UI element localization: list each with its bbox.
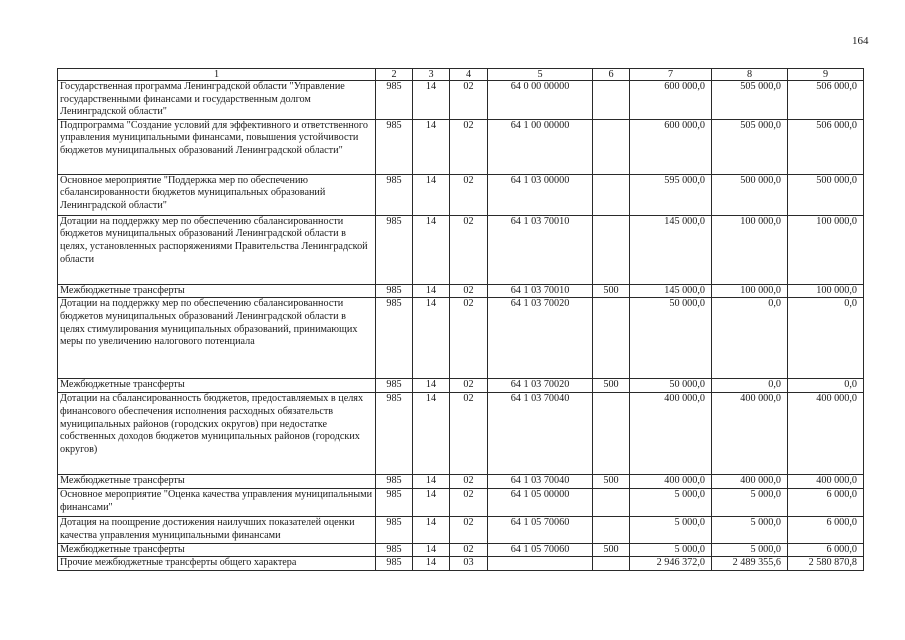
row-amount-col7: 50 000,0 [630, 298, 712, 379]
row-expense-type [593, 81, 630, 120]
row-amount-col8: 100 000,0 [712, 215, 788, 284]
row-amount-col8: 5 000,0 [712, 543, 788, 557]
row-amount-col9: 0,0 [788, 298, 864, 379]
row-code: 985 [376, 215, 413, 284]
row-target-article: 64 0 00 00000 [488, 81, 593, 120]
row-amount-col9: 6 000,0 [788, 517, 864, 543]
row-target-article: 64 1 03 70010 [488, 284, 593, 298]
row-amount-col7: 595 000,0 [630, 174, 712, 215]
table-row [58, 284, 864, 298]
row-target-article: 64 1 03 70020 [488, 379, 593, 393]
row-expense-type [593, 489, 630, 517]
row-amount-col9: 0,0 [788, 379, 864, 393]
row-target-article: 64 1 03 70040 [488, 393, 593, 475]
row-section: 14 [413, 517, 450, 543]
table-row [58, 543, 864, 557]
row-expense-type [593, 215, 630, 284]
row-code: 985 [376, 119, 413, 174]
row-amount-col7: 400 000,0 [630, 475, 712, 489]
column-number: 8 [712, 69, 788, 81]
row-amount-col9: 400 000,0 [788, 393, 864, 475]
column-number: 3 [413, 69, 450, 81]
row-amount-col8: 500 000,0 [712, 174, 788, 215]
row-amount-col8: 2 489 355,6 [712, 557, 788, 571]
table-row [58, 379, 864, 393]
column-number: 1 [58, 69, 376, 81]
row-subsection: 02 [450, 379, 488, 393]
table-row [58, 81, 864, 120]
row-subsection: 02 [450, 298, 488, 379]
row-name: Дотации на поддержку мер по обеспечению сбалансированности бюджетов муниципальных образований Ленинградской области в целях, установленных распоряжениями Правительства Ленинградской области [58, 215, 376, 284]
row-name: Дотации на сбалансированность бюджетов, предоставляемых в целях финансового обеспечения исполнения расходных обязательств муниципальных районов (городских округов) при недостатке собственных доходов бюджетов муниципальных районов (городских округов) [58, 393, 376, 475]
row-name: Межбюджетные трансферты [58, 543, 376, 557]
row-name: Прочие межбюджетные трансферты общего характера [58, 557, 376, 571]
row-name: Государственная программа Ленинградской области "Управление государственными финансами и государственным долгом Ленинградской области" [58, 81, 376, 120]
row-section: 14 [413, 174, 450, 215]
row-code: 985 [376, 393, 413, 475]
row-section: 14 [413, 215, 450, 284]
row-target-article: 64 1 03 70040 [488, 475, 593, 489]
row-code: 985 [376, 298, 413, 379]
table-row [58, 393, 864, 475]
column-number-row [58, 69, 864, 81]
row-section: 14 [413, 284, 450, 298]
row-amount-col9: 2 580 870,8 [788, 557, 864, 571]
row-subsection: 02 [450, 393, 488, 475]
row-subsection: 02 [450, 475, 488, 489]
row-section: 14 [413, 475, 450, 489]
table-row [58, 475, 864, 489]
column-number: 5 [488, 69, 593, 81]
row-expense-type: 500 [593, 379, 630, 393]
column-number: 9 [788, 69, 864, 81]
row-subsection: 02 [450, 489, 488, 517]
table-row [58, 517, 864, 543]
row-amount-col8: 505 000,0 [712, 81, 788, 120]
row-code: 985 [376, 489, 413, 517]
row-target-article: 64 1 05 70060 [488, 543, 593, 557]
row-target-article: 64 1 05 70060 [488, 517, 593, 543]
row-section: 14 [413, 393, 450, 475]
row-section: 14 [413, 119, 450, 174]
row-section: 14 [413, 81, 450, 120]
row-amount-col7: 145 000,0 [630, 215, 712, 284]
table-row [58, 174, 864, 215]
row-amount-col7: 5 000,0 [630, 543, 712, 557]
row-name: Основное мероприятие "Оценка качества управления муниципальными финансами" [58, 489, 376, 517]
row-subsection: 02 [450, 543, 488, 557]
row-amount-col9: 506 000,0 [788, 119, 864, 174]
row-amount-col8: 400 000,0 [712, 475, 788, 489]
row-expense-type: 500 [593, 475, 630, 489]
row-expense-type [593, 517, 630, 543]
row-amount-col7: 600 000,0 [630, 119, 712, 174]
row-target-article: 64 1 03 70010 [488, 215, 593, 284]
row-subsection: 03 [450, 557, 488, 571]
table-row [58, 298, 864, 379]
row-target-article: 64 1 00 00000 [488, 119, 593, 174]
row-expense-type: 500 [593, 284, 630, 298]
row-name: Дотация на поощрение достижения наилучших показателей оценки качества управления муниципальными финансами [58, 517, 376, 543]
column-number: 6 [593, 69, 630, 81]
row-target-article: 64 1 05 00000 [488, 489, 593, 517]
row-amount-col7: 5 000,0 [630, 489, 712, 517]
table-row [58, 119, 864, 174]
row-subsection: 02 [450, 215, 488, 284]
row-amount-col9: 6 000,0 [788, 489, 864, 517]
page-number: 164 [852, 35, 869, 47]
row-expense-type [593, 174, 630, 215]
table-row [58, 489, 864, 517]
row-section: 14 [413, 489, 450, 517]
row-amount-col9: 506 000,0 [788, 81, 864, 120]
row-amount-col8: 5 000,0 [712, 517, 788, 543]
row-section: 14 [413, 379, 450, 393]
row-amount-col7: 400 000,0 [630, 393, 712, 475]
row-target-article [488, 557, 593, 571]
row-subsection: 02 [450, 517, 488, 543]
row-expense-type [593, 298, 630, 379]
row-amount-col8: 505 000,0 [712, 119, 788, 174]
row-amount-col8: 100 000,0 [712, 284, 788, 298]
column-number: 7 [630, 69, 712, 81]
row-section: 14 [413, 298, 450, 379]
row-expense-type [593, 557, 630, 571]
row-amount-col9: 100 000,0 [788, 284, 864, 298]
row-code: 985 [376, 81, 413, 120]
row-section: 14 [413, 557, 450, 571]
row-amount-col8: 0,0 [712, 298, 788, 379]
row-expense-type: 500 [593, 543, 630, 557]
budget-table [57, 68, 864, 571]
row-name: Межбюджетные трансферты [58, 284, 376, 298]
row-subsection: 02 [450, 174, 488, 215]
row-amount-col8: 0,0 [712, 379, 788, 393]
row-amount-col7: 50 000,0 [630, 379, 712, 393]
row-target-article: 64 1 03 00000 [488, 174, 593, 215]
row-code: 985 [376, 379, 413, 393]
row-name: Дотации на поддержку мер по обеспечению сбалансированности бюджетов муниципальных образований Ленинградской области в целях стимулирования муниципальных образований, принимающих меры по увеличению налогового потенциала [58, 298, 376, 379]
row-expense-type [593, 119, 630, 174]
row-code: 985 [376, 174, 413, 215]
row-amount-col7: 5 000,0 [630, 517, 712, 543]
row-amount-col9: 500 000,0 [788, 174, 864, 215]
row-code: 985 [376, 517, 413, 543]
row-amount-col8: 5 000,0 [712, 489, 788, 517]
row-amount-col7: 145 000,0 [630, 284, 712, 298]
row-subsection: 02 [450, 119, 488, 174]
row-subsection: 02 [450, 284, 488, 298]
row-amount-col8: 400 000,0 [712, 393, 788, 475]
row-name: Основное мероприятие "Поддержка мер по обеспечению сбалансированности бюджетов муниципальных образований Ленинградской области" [58, 174, 376, 215]
row-target-article: 64 1 03 70020 [488, 298, 593, 379]
row-name: Подпрограмма "Создание условий для эффективного и ответственного управления муниципальными финансами, повышения устойчивости бюджетов муниципальных образований Ленинградской области" [58, 119, 376, 174]
row-name: Межбюджетные трансферты [58, 475, 376, 489]
row-amount-col9: 100 000,0 [788, 215, 864, 284]
row-code: 985 [376, 284, 413, 298]
row-code: 985 [376, 557, 413, 571]
column-number: 2 [376, 69, 413, 81]
row-amount-col9: 6 000,0 [788, 543, 864, 557]
row-amount-col7: 2 946 372,0 [630, 557, 712, 571]
row-amount-col9: 400 000,0 [788, 475, 864, 489]
row-name: Межбюджетные трансферты [58, 379, 376, 393]
row-code: 985 [376, 475, 413, 489]
row-code: 985 [376, 543, 413, 557]
column-number: 4 [450, 69, 488, 81]
table-row [58, 557, 864, 571]
row-expense-type [593, 393, 630, 475]
row-subsection: 02 [450, 81, 488, 120]
row-section: 14 [413, 543, 450, 557]
row-amount-col7: 600 000,0 [630, 81, 712, 120]
table-row [58, 215, 864, 284]
